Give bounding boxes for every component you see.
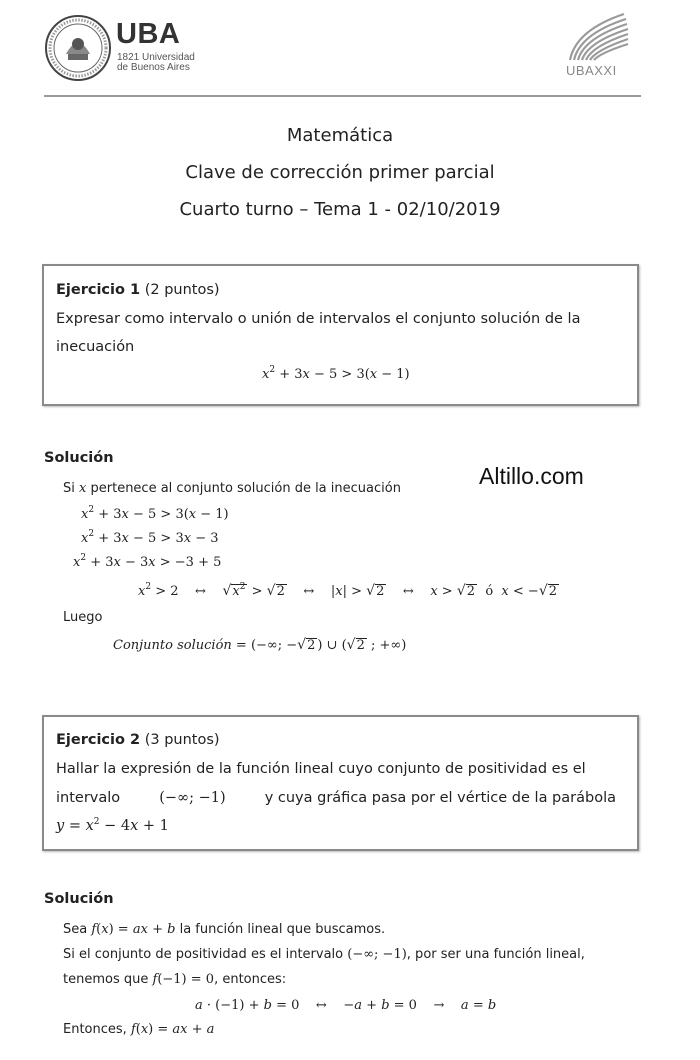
subject-title: Matemática xyxy=(286,125,394,146)
solution-2-line1-a: Sea xyxy=(63,922,88,937)
ubaxxi-arcs-icon xyxy=(566,10,630,64)
solution-1-intro: Si x pertenece al conjunto solución de la inecuación xyxy=(63,481,401,496)
solution-1-step1: $x^2 + 3x - 5 > 3(x - 1)$ xyxy=(81,505,229,522)
solution-2-line2: Si el conjunto de positividad es el intervalo (−∞; −1), por ser una función lineal, xyxy=(63,947,585,962)
exercise-1-statement-line1: Expresar como intervalo o unión de intervalos el conjunto solución de la xyxy=(56,311,581,327)
exercise-2-intervalo-word: intervalo xyxy=(56,790,121,806)
solution-2-line5-a: Entonces, xyxy=(63,1022,127,1037)
watermark: Altillo.com xyxy=(479,463,584,489)
uba-wordmark: UBA xyxy=(116,18,181,50)
exercise-2-points: (3 puntos) xyxy=(144,732,220,748)
solution-1-luego: Luego xyxy=(63,610,103,625)
exercise-2-label: Ejercicio 2 xyxy=(56,732,141,748)
solution-2-heading: Solución xyxy=(44,891,114,907)
solution-1-heading: Solución xyxy=(44,450,114,466)
exercise-2-statement-line1: Hallar la expresión de la función lineal cuyo conjunto de positividad es el xyxy=(56,761,586,777)
ubaxxi-wordmark: UBAXXI xyxy=(566,63,617,78)
exam-title: Clave de corrección primer parcial xyxy=(185,162,495,183)
header-divider xyxy=(44,95,641,97)
session-title: Cuarto turno – Tema 1 - 02/10/2019 xyxy=(179,199,501,220)
exercise-1-statement-line2: inecuación xyxy=(56,339,135,355)
solution-1-intro-a: Si xyxy=(63,481,75,496)
exercise-1-points: (2 puntos) xyxy=(144,282,220,298)
exercise-1-label: Ejercicio 1 xyxy=(56,282,141,298)
solution-2-line5: Entonces, f(x) = ax + a xyxy=(63,1022,215,1037)
solution-1-step4: $x^2 > 2$ ↔ $√x^2 > √2$ ↔ |x| > √2 ↔ x > √2 ó x < −√2 xyxy=(138,582,558,599)
exercise-2-heading xyxy=(56,732,220,748)
exercise-1-inequality: $x^2 + 3x - 5 > 3(x - 1)$ xyxy=(262,365,410,382)
solution-1-step2: $x^2 + 3x - 5 > 3x - 3$ xyxy=(81,529,219,546)
uba-subtitle-line2: de Buenos Aires xyxy=(117,62,190,73)
solution-2-line1-b: la función lineal que buscamos. xyxy=(179,922,386,937)
solution-2-line3-b: , entonces: xyxy=(214,972,287,987)
university-seal-icon xyxy=(44,14,112,82)
solution-2-line2-b: , por ser una función lineal, xyxy=(406,947,585,962)
solution-1-set-label: Conjunto solución = xyxy=(113,638,247,653)
exercise-2-parabola: $y = x^2 - 4x + 1$ xyxy=(56,817,169,834)
exercise-2-statement-line2-tail: y cuya gráfica pasa por el vértice de la parábola xyxy=(264,790,616,806)
solution-1-step3: $x^2 + 3x - 3x > -3 + 5$ xyxy=(73,553,222,570)
uba-subtitle-line1: 1821 Universidad xyxy=(117,52,195,63)
solution-2-line2-a: Si el conjunto de positividad es el intervalo xyxy=(63,947,344,962)
solution-1-intro-b: pertenece al conjunto solución de la inecuación xyxy=(90,481,401,496)
solution-2-line3-a: tenemos que xyxy=(63,972,149,987)
solution-1-result: Conjunto solución = (−∞; −√2 ) ∪ (√2 ; +∞) xyxy=(113,637,407,653)
exercise-2-statement-line2: intervalo (−∞; −1) y cuya gráfica pasa por el vértice de la parábola xyxy=(56,790,616,806)
solution-2-equation: a · (−1) + b = 0 ↔ −a + b = 0 → a = b xyxy=(195,998,497,1013)
solution-2-line1: Sea f(x) = ax + b la función lineal que buscamos. xyxy=(63,922,386,937)
exercise-1-heading xyxy=(56,282,220,298)
solution-2-line3: tenemos que f(−1) = 0, entonces: xyxy=(63,972,287,987)
